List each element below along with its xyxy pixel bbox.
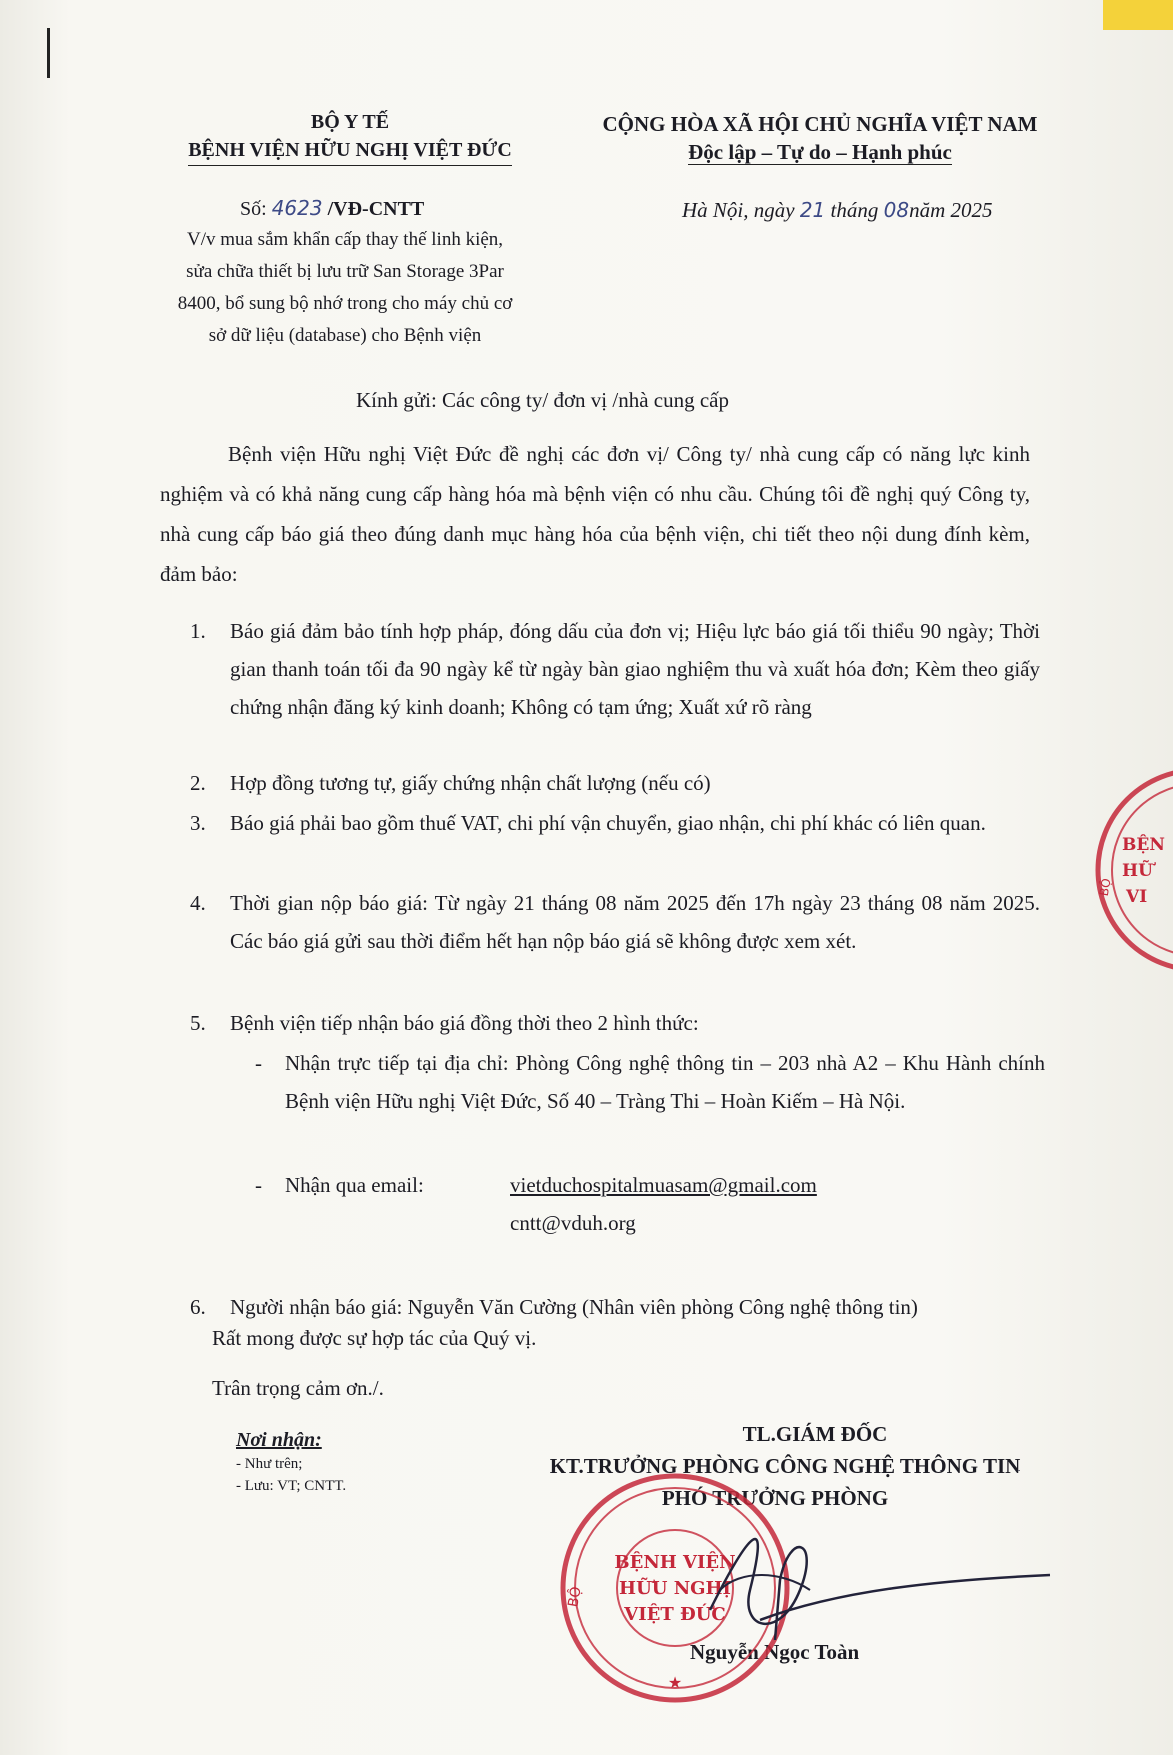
stamp-text-line: BỆNH VIỆN (614, 1552, 736, 1573)
margin-stamp (1088, 770, 1173, 970)
subject-line: 8400, bổ sung bộ nhớ trong cho máy chủ cơ (177, 293, 513, 314)
item-text: Báo giá phải bao gồm thuế VAT, chi phí vận chuyển, giao nhận, chi phí khác có liên quan. (230, 811, 986, 835)
item-number: 4. (190, 891, 206, 915)
country-name: CỘNG HÒA XÃ HỘI CHỦ NGHĨA VIỆT NAM (602, 112, 1038, 136)
sub-item-dash: - (255, 1173, 262, 1197)
signature-title-2: KT.TRƯỞNG PHÒNG CÔNG NGHỆ THÔNG TIN (549, 1454, 1021, 1478)
national-header (585, 110, 1055, 166)
distribution-item: - Lưu: VT; CNTT. (236, 1478, 347, 1494)
item-number: 5. (190, 1011, 206, 1035)
item-number: 1. (190, 619, 206, 643)
sub-item-dash: - (255, 1051, 262, 1075)
item-number: 6. (190, 1295, 206, 1319)
distribution-item: - Như trên; (236, 1456, 303, 1472)
date-month-label: tháng (830, 198, 879, 222)
signer-name: Nguyễn Ngọc Toàn (690, 1640, 860, 1664)
signature-title-3: PHÓ TRƯỞNG PHÒNG (661, 1486, 889, 1510)
intro-paragraph: Bệnh viện Hữu nghị Việt Đức đề nghị các đơn vị/ Công ty/ nhà cung cấp có năng lực kinh nghiệm và có khả năng cung cấp hàng hóa mà bệnh viện có nhu cầu. Chúng tôi đề nghị quý Công ty, nhà cung cấp báo giá theo đúng danh mục hàng hóa của bệnh viện, chi tiết theo nội dung đính kèm, đảm bảo: (160, 442, 1030, 586)
date-year: năm 2025 (909, 198, 993, 222)
hospital-name: BỆNH VIỆN HỮU NGHỊ VIỆT ĐỨC (188, 136, 512, 166)
email-secondary: cntt@vduh.org (510, 1211, 636, 1235)
stamp-side-char: BỘ (565, 1585, 585, 1609)
ministry-name: BỘ Y TẾ (310, 111, 390, 133)
date-prefix: Hà Nội, ngày (682, 198, 795, 222)
signature-title-1: TL.GIÁM ĐỐC (742, 1422, 888, 1446)
margin-stamp-text: HỮ (1122, 861, 1153, 881)
item-text: Bệnh viện tiếp nhận báo giá đồng thời theo 2 hình thức: (230, 1011, 699, 1035)
date-day: 21 (799, 198, 826, 222)
closing-line-1: Rất mong được sự hợp tác của Quý vị. (212, 1326, 537, 1350)
recipient-line: Kính gửi: Các công ty/ đơn vị /nhà cung cấp (356, 388, 729, 412)
document-date (682, 198, 993, 223)
margin-stamp-text: VI (1126, 887, 1148, 907)
yellow-page-edge (1103, 0, 1173, 30)
margin-mark (47, 28, 50, 78)
email-label: Nhận qua email: (285, 1173, 424, 1197)
distribution-list (236, 1430, 346, 1496)
signature-scribble (690, 1470, 1060, 1670)
email-link-primary[interactable]: vietduchospitalmuasam@gmail.com (510, 1173, 817, 1197)
number-label: Số: (240, 198, 267, 220)
item-text: Người nhận báo giá: Nguyễn Văn Cường (Nhân viên phòng Công nghệ thông tin) (230, 1295, 918, 1319)
item-text: Hợp đồng tương tự, giấy chứng nhận chất lượng (nếu có) (230, 771, 711, 795)
subject-line: sở dữ liệu (database) cho Bệnh viện (208, 325, 482, 346)
item-text: Báo giá đảm bảo tính hợp pháp, đóng dấu của đơn vị; Hiệu lực báo giá tối thiểu 90 ngày; Thời gian thanh toán tối đa 90 ngày kể từ ngày bàn giao nghiệm thu và xuất hóa đơn; Kèm theo giấy chứng nhận đăng ký kinh doanh; Không có tạm ứng; Xuất xứ rõ ràng (230, 619, 1040, 719)
distribution-title: Nơi nhận: (236, 1429, 322, 1451)
margin-stamp-text: BỆN (1122, 835, 1165, 855)
document-number (240, 196, 424, 221)
item-number: 3. (190, 811, 206, 835)
number-handwritten: 4623 (271, 196, 323, 220)
item-text: Thời gian nộp báo giá: Từ ngày 21 tháng 08 năm 2025 đến 17h ngày 23 tháng 08 năm 2025. Các báo giá gửi sau thời điểm hết hạn nộp báo giá sẽ không được xem xét. (230, 891, 1040, 953)
date-month: 08 (883, 198, 910, 222)
margin-stamp-side-char: BỘ (1096, 877, 1114, 898)
stamp-text-line: HỮU NGHỊ (619, 1578, 731, 1599)
number-suffix: /VĐ-CNTT (327, 198, 425, 220)
issuer-header (150, 108, 550, 166)
item-number: 2. (190, 771, 206, 795)
stamp-star-icon: ★ (667, 1673, 683, 1692)
subject-line: V/v mua sắm khẩn cấp thay thế linh kiện, (186, 229, 504, 250)
subject-block (120, 224, 570, 352)
subject-line: sửa chữa thiết bị lưu trữ San Storage 3Par (186, 261, 504, 282)
closing-line-2: Trân trọng cảm ơn./. (212, 1376, 384, 1400)
stamp-text-line: VIỆT ĐỨC (624, 1604, 726, 1625)
sub-item-text: Nhận trực tiếp tại địa chỉ: Phòng Công nghệ thông tin – 203 nhà A2 – Khu Hành chính Bệnh viện Hữu nghị Việt Đức, Số 40 – Tràng Thi – Hoàn Kiếm – Hà Nội. (285, 1051, 1045, 1113)
national-motto: Độc lập – Tự do – Hạnh phúc (688, 140, 952, 164)
